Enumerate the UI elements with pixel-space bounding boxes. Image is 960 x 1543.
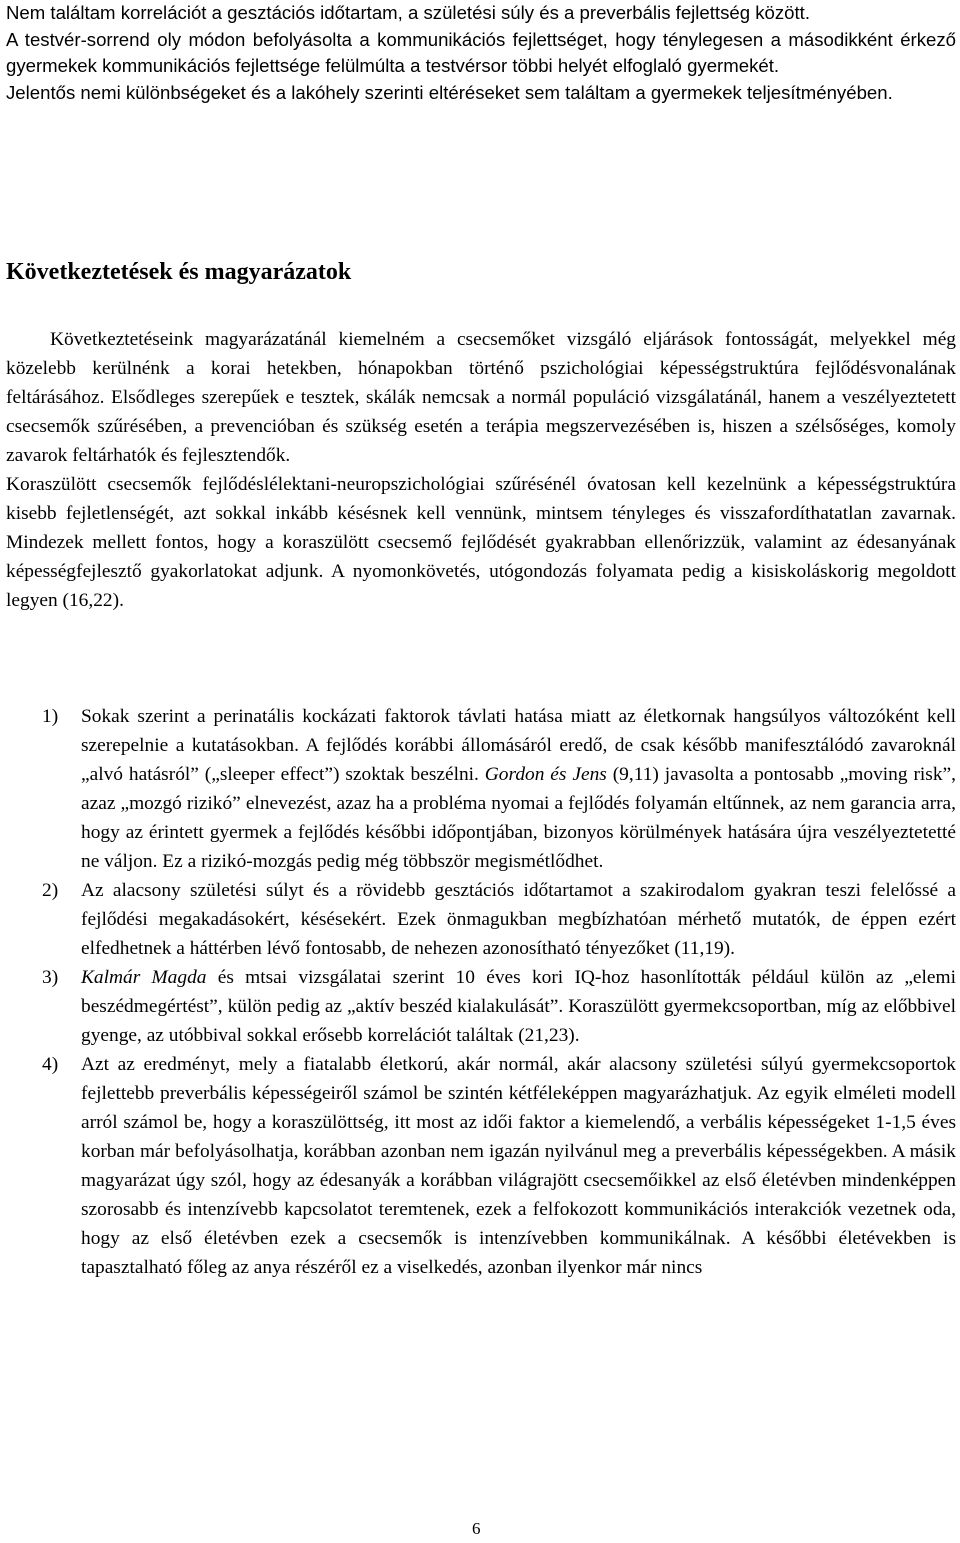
list-item-text: Sokak szerint a perinatális kockázati faktorok távlati hatása miatt az életkornak hangsúlyos változóként kell szerepelnie a kutatásokban. A fejlődés korábbi állomásáról eredő, de csak később manifesztálódó zavaroknál „alvó hatásról” („sleeper effect”) szoktak beszélni.	[81, 706, 956, 785]
list-item	[6, 876, 956, 963]
list-item-text: és mtsai vizsgálatai szerint 10 éves kori IQ-hoz hasonlították például külön az „elemi beszédmegértést”, külön pedig az „aktív beszéd kialakulását”. Koraszülött gyermekcsoportban, míg az előbbivel gyenge, az utóbbival sokkal erősebb korrelációt találtak (21,23).	[81, 967, 956, 1046]
list-item-text: Azt az eredményt, mely a fiatalabb életkorú, akár normál, akár alacsony születési súlyú gyermekcsoportok fejlettebb preverbális képességeiről számol be szintén kétféleképpen magyarázhatjuk. Az egyik elméleti modell arról számol be, hogy a koraszülöttség, itt most az idői faktor a kiemelendő, a verbális képességeket 1-1,5 éves korban már befolyásolhatja, korábban azonban nem igazán nyilvánul meg a preverbális képességekben. A másik magyarázat úgy szól, hogy az édesanyák a korábban világrajött csecsemőikkel az első életévben mindenképpen szorosabb és intenzívebb kapcsolatot teremtenek, ezek a felfokozott kommunikációs interakciók vezetnek oda, hogy az első életévben ezek a csecsemők is intenzívebben kommunikálnak. A későbbi életévekben is tapasztalható főleg az anya részéről ez a viselkedés, azonban ilyenkor már nincs	[81, 1054, 956, 1278]
list-item-number: 1)	[42, 706, 59, 727]
page-number: 6	[472, 1519, 481, 1538]
list-item	[6, 1050, 956, 1282]
list-item-citation: Kalmár Magda	[81, 967, 207, 988]
body-paragraph-2: Koraszülött csecsemők fejlődéslélektani-neuropszichológiai szűrésénél óvatosan kell kezelnünk a képességstruktúra kisebb fejletlenségét, azt sokkal inkább késésnek kell vennünk, mintsem tényleges és visszafordíthatatlan zavarnak. Mindezek mellett fontos, hogy a koraszülött csecsemő fejlődését gyakrabban ellenőrizzük, valamint az édesanyának képességfejlesztő gyakorlatokat adjunk. A nyomonkövetés, utógondozás folyamata pedig a kisiskoláskorig megoldott legyen (16,22).	[6, 474, 956, 611]
section-heading: Következtetések és magyarázatok	[6, 259, 352, 285]
intro-paragraph-2: A testvér-sorrend oly módon befolyásolta a kommunikációs fejlettséget, hogy ténylegesen a másodikként érkező gyermekek kommunikációs fejlettsége felülmúlta a testvérsor többi helyét elfoglaló gyermekét.	[6, 28, 956, 76]
list-item-citation: Gordon és Jens	[484, 764, 607, 785]
section-body	[6, 325, 956, 615]
list-item	[6, 702, 956, 876]
list-item-text: (9,11) javasolta a pontosabb „moving risk”, azaz „mozgó rizikó” elnevezést, azaz ha a probléma nyomai a fejlődés folyamán eltűnnek, az nem garancia arra, hogy az érintett gyermek a fejlődés későbbi időpontjában, bizonyos körülmények hatására újra veszélyeztetetté ne váljon. Ez a rizikó-mozgás pedig még többször megismétlődhet.	[81, 764, 956, 872]
list-item	[6, 963, 956, 1050]
body-paragraph-1: Következtetéseink magyarázatánál kiemelném a csecsemőket vizsgáló eljárások fontosságát, melyekkel még közelebb kerülnénk a korai hetekben, hónapokban történő pszichológiai képességstruktúra fejlődésvonalának feltárásához. Elsődleges szerepűek e tesztek, skálák nemcsak a normál populáció vizsgálatánál, hanem a veszélyeztetett csecsemők szűrésében, a prevencióban és szükség esetén a terápia megszervezésében is, hiszen a szélsőséges, komoly zavarok feltárhatók és fejlesztendők.	[6, 329, 956, 466]
list-item-number: 2)	[42, 880, 59, 901]
list-item-text: Az alacsony születési súlyt és a rövidebb gesztációs időtartamot a szakirodalom gyakran teszi felelőssé a fejlődési megakadásokért, késésekért. Ezek önmagukban megbízhatóan mérhető mutatók, de éppen ezért elfedhetnek a háttérben lévő fontosabb, de nehezen azonosítható tényezőket (11,19).	[81, 880, 956, 959]
results-summary	[6, 0, 956, 106]
intro-paragraph-3: Jelentős nemi különbségeket és a lakóhely szerinti eltéréseket sem találtam a gyermekek teljesítményében.	[6, 81, 893, 103]
numbered-list	[6, 702, 956, 1282]
intro-paragraph-1: Nem találtam korrelációt a gesztációs időtartam, a születési súly és a preverbális fejlettség között.	[6, 2, 811, 23]
list-item-number: 4)	[42, 1054, 59, 1075]
list-item-number: 3)	[42, 967, 59, 988]
